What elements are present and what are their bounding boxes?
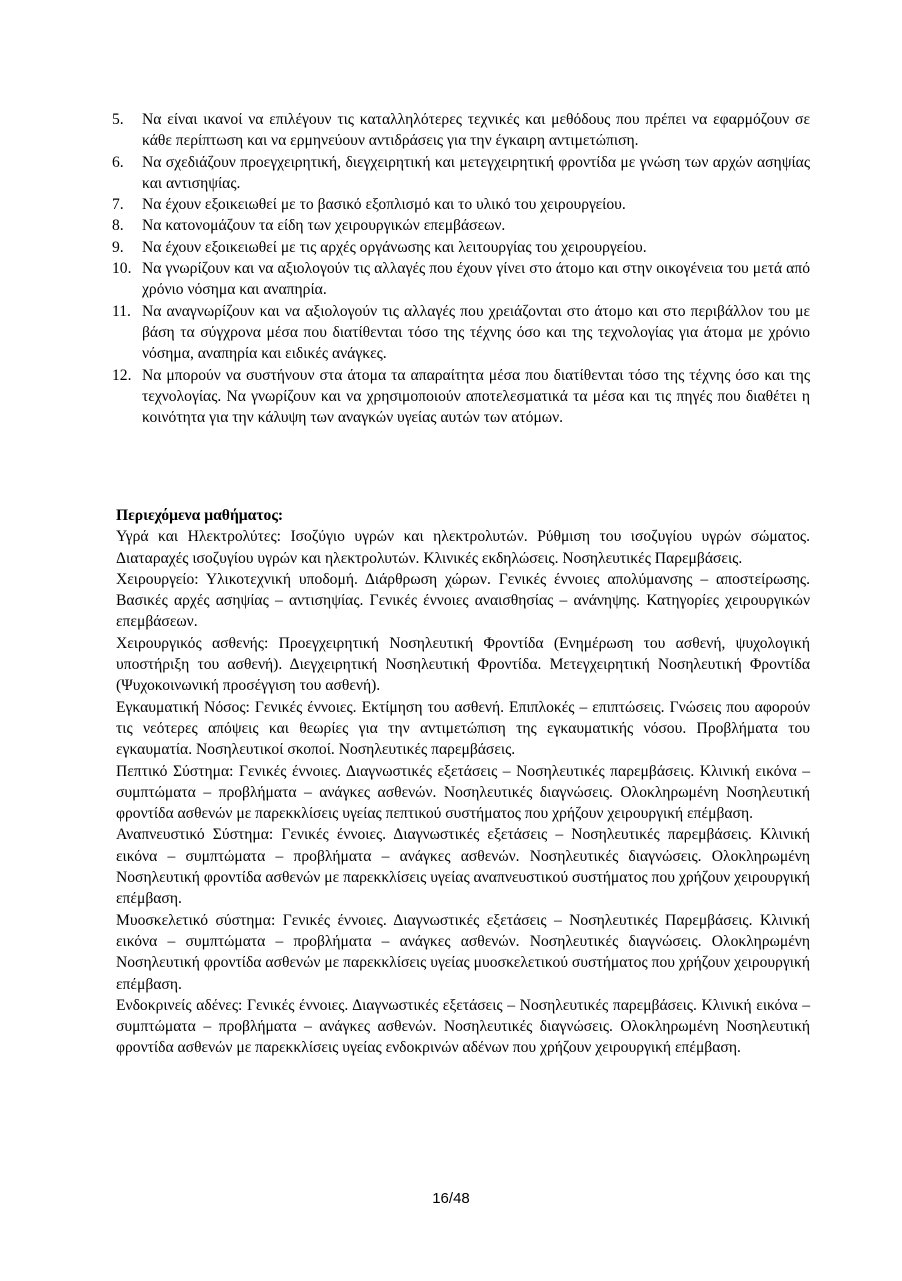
- course-contents-section: [116, 505, 810, 1059]
- list-item-text: Να αναγνωρίζουν και να αξιολογούν τις αλλαγές που χρειάζονται στο άτομο και στο περιβάλλον του με βάση τα σύγχρονα μέσα που διατίθενται τόσο της τέχνης όσο και της τεχνολογίας για άτομα με χρόνιο νόσημα, αναπηρία και ειδικές ανάγκες.: [142, 302, 810, 363]
- list-item-number: 7.: [112, 196, 124, 214]
- objectives-list: [112, 109, 810, 428]
- content-paragraph: Εγκαυματική Νόσος: Γενικές έννοιες. Εκτίμηση του ασθενή. Επιπλοκές – επιπτώσεις. Γνώσεις που αφορούν τις νεότερες απόψεις και θεωρίες για την αντιμετώπιση της εγκαυματικής νόσου. Προβλήματα του εγκαυματία. Νοσηλευτικοί σκοποί. Νοσηλευτικές παρεμβάσεις.: [116, 698, 810, 759]
- list-item-number: 6.: [112, 153, 124, 171]
- list-item-number: 10.: [112, 260, 132, 278]
- content-paragraph: Υγρά και Ηλεκτρολύτες: Ισοζύγιο υγρών και ηλεκτρολυτών. Ρύθμιση του ισοζυγίου υγρών σώματος. Διαταραχές ισοζυγίου υγρών και ηλεκτρολυτών. Κλινικές εκδηλώσεις. Νοσηλευτικές Παρεμβάσεις.: [116, 528, 810, 567]
- content-paragraph: Χειρουργείο: Υλικοτεχνική υποδομή. Διάρθρωση χώρων. Γενικές έννοιες απολύμανσης – αποστείρωσης. Βασικές αρχές ασηψίας – αντισηψίας. Γενικές έννοιες αναισθησίας – ανάνηψης. Κατηγορίες χειρουργικών επεμβάσεων.: [116, 570, 810, 631]
- page-number: 16/48: [432, 1190, 470, 1207]
- content-paragraph: Αναπνευστικό Σύστημα: Γενικές έννοιες. Διαγνωστικές εξετάσεις – Νοσηλευτικές παρεμβάσεις. Κλινική εικόνα – συμπτώματα – προβλήματα – ανάγκες ασθενών. Νοσηλευτικές διαγνώσεις. Ολοκληρωμένη Νοσηλευτική φροντίδα ασθενών με παρεκκλίσεις υγείας αναπνευστικού συστήματος που χρήζουν χειρουργική επέμβαση.: [116, 826, 810, 908]
- list-item: [112, 258, 810, 301]
- list-item-number: 12.: [112, 366, 132, 384]
- section-heading: Περιεχόμενα μαθήματος:: [116, 507, 284, 524]
- content-paragraph: Μυοσκελετικό σύστημα: Γενικές έννοιες. Διαγνωστικές εξετάσεις – Νοσηλευτικές Παρεμβάσεις. Κλινική εικόνα – συμπτώματα – προβλήματα – ανάγκες ασθενών. Νοσηλευτικές διαγνώσεις. Ολοκληρωμένη Νοσηλευτική φροντίδα ασθενών με παρεκκλίσεις υγείας μυοσκελετικού συστήματος που χρήζουν χειρουργική επέμβαση.: [116, 911, 810, 993]
- list-item-text: Να έχουν εξοικειωθεί με τις αρχές οργάνωσης και λειτουργίας του χειρουργείου.: [142, 238, 647, 256]
- list-item-number: 5.: [112, 111, 124, 128]
- list-item-text: Να γνωρίζουν και να αξιολογούν τις αλλαγές που έχουν γίνει στο άτομο και στην οικογένεια του μετά από χρόνιο νόσημα και αναπηρία.: [142, 260, 810, 299]
- list-item-text: Να έχουν εξοικειωθεί με το βασικό εξοπλισμό και το υλικό του χειρουργείου.: [142, 196, 626, 214]
- list-item: [112, 194, 810, 215]
- list-item: [112, 152, 810, 195]
- content-paragraph: Χειρουργικός ασθενής: Προεγχειρητική Νοσηλευτική Φροντίδα (Ενημέρωση του ασθενή, ψυχολογική υποστήριξη του ασθενή). Διεγχειρητική Νοσηλευτική Φροντίδα. Μετεγχειρητική Νοσηλευτική Φροντίδα (Ψυχοκοινωνική προσέγγιση του ασθενή).: [116, 634, 810, 695]
- list-item-number: 9.: [112, 238, 124, 256]
- content-paragraph: Ενδοκρινείς αδένες: Γενικές έννοιες. Διαγνωστικές εξετάσεις – Νοσηλευτικές παρεμβάσεις. Κλινική εικόνα – συμπτώματα – προβλήματα – ανάγκες ασθενών. Νοσηλευτικές διαγνώσεις. Ολοκληρωμένη Νοσηλευτική φροντίδα ασθενών με παρεκκλίσεις υγείας ενδοκρινών αδένων που χρήζουν χειρουργική επέμβαση.: [116, 996, 810, 1057]
- list-item: [112, 365, 810, 429]
- list-item-number: 11.: [112, 302, 131, 320]
- list-item-number: 8.: [112, 217, 124, 235]
- list-item: [112, 109, 810, 152]
- list-item: [112, 215, 810, 236]
- list-item: [112, 237, 810, 258]
- list-item-text: Να είναι ικανοί να επιλέγουν τις καταλληλότερες τεχνικές και μεθόδους που πρέπει να εφαρμόζουν σε κάθε περίπτωση και να ερμηνεύουν αντιδράσεις για την έγκαιρη αντιμετώπιση.: [142, 111, 810, 150]
- content-paragraph: Πεπτικό Σύστημα: Γενικές έννοιες. Διαγνωστικές εξετάσεις – Νοσηλευτικές παρεμβάσεις. Κλινική εικόνα – συμπτώματα – προβλήματα – ανάγκες ασθενών. Νοσηλευτικές διαγνώσεις. Ολοκληρωμένη Νοσηλευτική φροντίδα ασθενών με παρεκκλίσεις υγείας πεπτικού συστήματος που χρήζουν χειρουργική επέμβαση.: [116, 762, 810, 823]
- list-item-text: Να σχεδιάζουν προεγχειρητική, διεγχειρητική και μετεγχειρητική φροντίδα με γνώση των αρχών ασηψίας και αντισηψίας.: [142, 153, 810, 192]
- list-item-text: Να κατονομάζουν τα είδη των χειρουργικών επεμβάσεων.: [142, 217, 506, 235]
- list-item: [112, 301, 810, 365]
- list-item-text: Να μπορούν να συστήνουν στα άτομα τα απαραίτητα μέσα που διατίθενται τόσο της τέχνης όσο και της τεχνολογίας. Να γνωρίζουν και να χρησιμοποιούν αποτελεσματικά τα μέσα και τις πηγές που διαθέτει η κοινότητα για την κάλυψη των αναγκών υγείας αυτών των ατόμων.: [142, 366, 810, 427]
